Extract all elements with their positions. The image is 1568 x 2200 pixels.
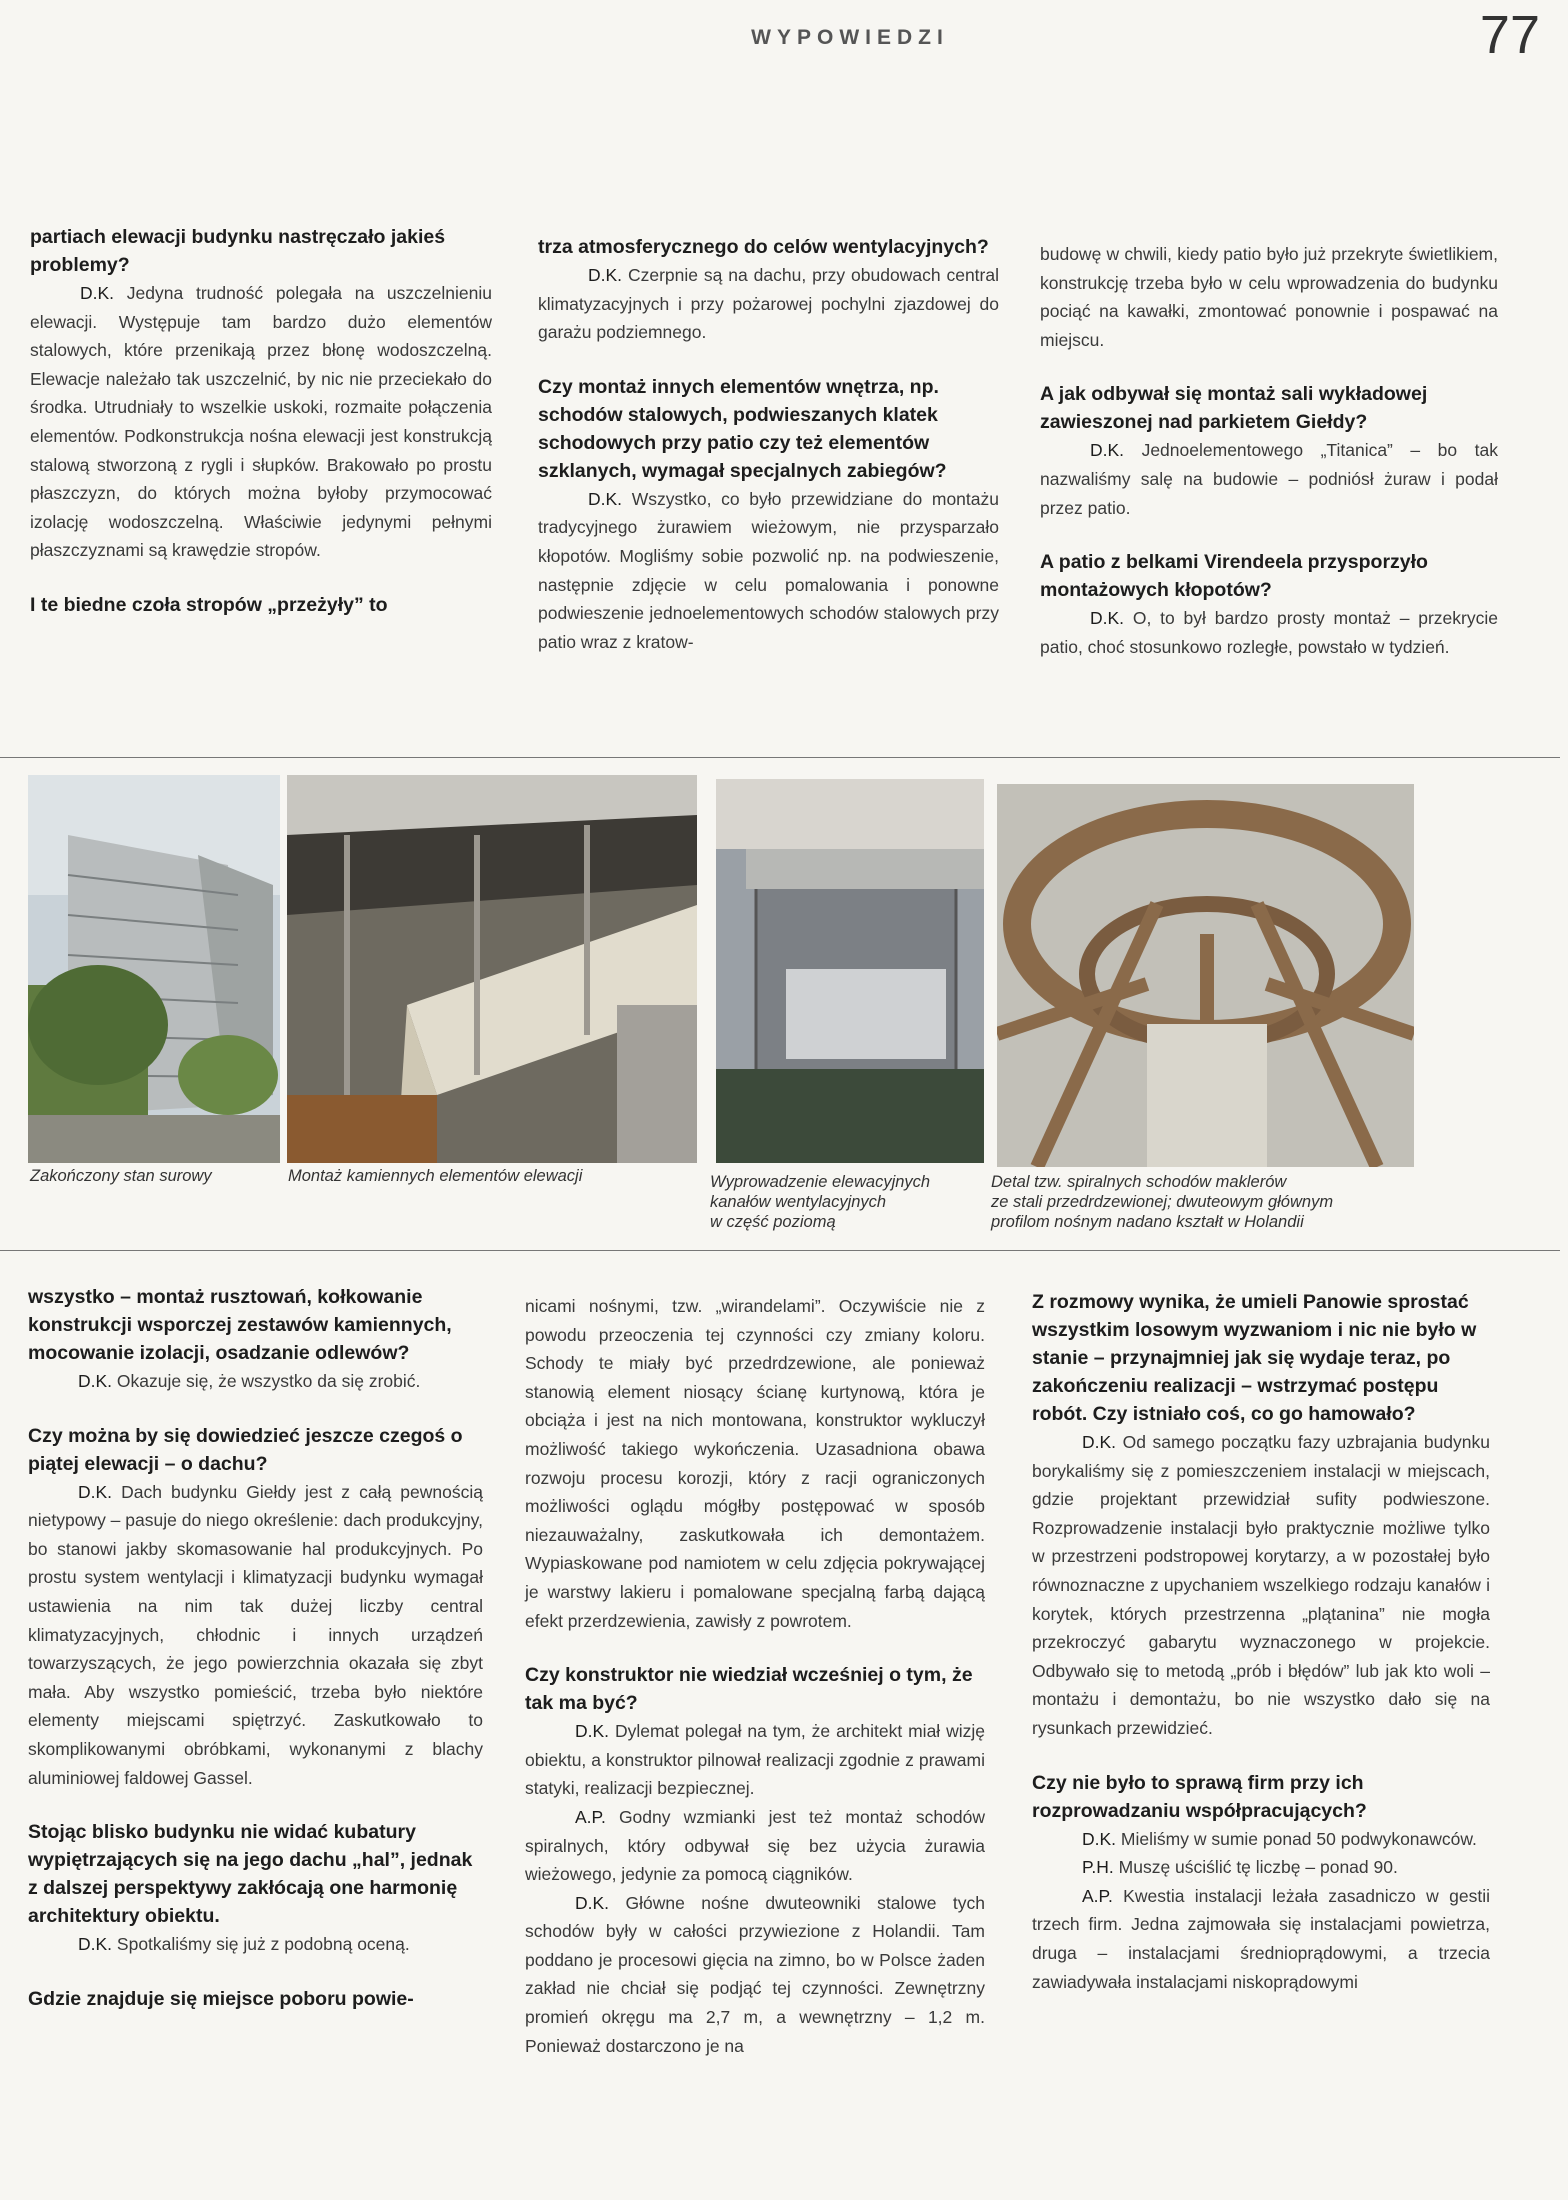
caption-stone-elements bbox=[288, 1166, 698, 1186]
caption-line: Detal tzw. spiralnych schodów maklerów bbox=[991, 1173, 1287, 1191]
interview-answer bbox=[1032, 1428, 1490, 1743]
caption-line: ze stali przedrdzewionej; dwuteowym głównym bbox=[991, 1193, 1334, 1211]
bottom-divider bbox=[0, 1250, 1560, 1251]
bottom-column-1 bbox=[28, 1283, 483, 2013]
answer-text: Jedyna trudność polegała na uszczelnieniu elewacji. Występuje tam bardzo dużo elementów stalowych, które przenikają przez błonę wodoszczelną. Elewacje należało tak uszczelnić, by nic nie przeciekało do środka. Utrudniały to wszelkie uskoki, rozmaite połączenia elementów. Podkonstrukcja nośna elewacji jest konstrukcją stalową stworzoną z rygli i słupków. Brakowało po prostu płaszczyzn, do których można byłoby przymocować izolację wodoszczelną. Właściwie jedynymi pełnymi płaszczyznami są krawędzie stropów. bbox=[30, 283, 492, 561]
top-column-2 bbox=[538, 233, 999, 656]
speaker-initials: D.K. bbox=[588, 265, 623, 285]
paragraph: nicami nośnymi, tzw. „wirandelami”. Oczywiście nie z powodu przeoczenia tej czynności czy zmiany koloru. Schody te miały być przedrdzewione, ale ponieważ stanowią element niosący ścianę kurtynową, która je obciąża i jest na nich montowana, konstruktor wykluczył możliwość takiego wykończenia. Uzasadniona obawa rozwoju procesu korozji, który z racji ograniczonych możliwości oglądu mógłby postępować w sposób niezauważalny, zaskutkowała ich demontażem. Wypiaskowane pod namiotem w celu zdjęcia pokrywającej je warstwy lakieru i pomalowane specjalną farbą dającą efekt przerdzewienia, zawisły z powrotem. bbox=[525, 1296, 985, 1631]
interview-question: Czy można by się dowiedzieć jeszcze czegoś o piątej elewacji – o dachu? bbox=[28, 1424, 463, 1475]
answer-text: Dylemat polegał na tym, że architekt miał wizję obiektu, a konstruktor pilnował realizacji zgodnie z prawami statyki, realizacji bezpiecznej. bbox=[525, 1721, 985, 1799]
top-column-1 bbox=[30, 223, 492, 619]
interview-question: Gdzie znajduje się miejsce poboru powie- bbox=[28, 1987, 414, 2010]
answer-text: Kwestia instalacji leżała zasadniczo w gestii trzech firm. Jedna zajmowała się instalacjami powietrza, druga – instalacjami średnioprądowymi, a trzecia zawiadywała instalacjami niskoprądowymi bbox=[1032, 1885, 1490, 1992]
paragraph: budowę w chwili, kiedy patio było już przekryte świetlikiem, konstrukcję trzeba było w celu wprowadzenia do budynku pociąć na kawałki, zmontować ponownie i pospawać na miejscu. bbox=[1040, 244, 1498, 350]
caption-spiral-stairs bbox=[991, 1172, 1411, 1232]
interview-question: Czy konstruktor nie wiedział wcześniej o tym, że tak ma być? bbox=[525, 1664, 973, 1715]
caption-ventilation-ducts bbox=[710, 1172, 990, 1232]
speaker-initials: D.K. bbox=[575, 1721, 610, 1742]
interview-answer bbox=[28, 1478, 483, 1793]
speaker-initials: D.K. bbox=[78, 1481, 113, 1502]
answer-text: Okazuje się, że wszystko da się zrobić. bbox=[116, 1371, 421, 1391]
interview-answer bbox=[28, 1367, 483, 1396]
speaker-initials: D.K. bbox=[1090, 440, 1125, 461]
answer-text: Mieliśmy w sumie ponad 50 podwykonawców. bbox=[1120, 1828, 1477, 1849]
speaker-initials: D.K. bbox=[80, 283, 115, 303]
interview-answer bbox=[1040, 604, 1498, 661]
speaker-initials: P.H. bbox=[1082, 1857, 1114, 1878]
section-title: WYPOWIEDZI bbox=[751, 26, 949, 49]
bottom-column-3 bbox=[1032, 1288, 1490, 1996]
interview-answer bbox=[1032, 1825, 1490, 1854]
speaker-initials: D.K. bbox=[78, 1934, 113, 1955]
caption-line: Wyprowadzenie elewacyjnych bbox=[710, 1173, 931, 1191]
interview-question: Stojąc blisko budynku nie widać kubatury wypiętrzających się na jego dachu „hal”, jednak z dalszej perspektywy zakłócają one harmonię architektury obiektu. bbox=[28, 1821, 473, 1928]
caption-line: Zakończony stan surowy bbox=[30, 1167, 212, 1185]
answer-text: Od samego początku fazy uzbrajania budynku borykaliśmy się z pomieszczeniem instalacji w miejscach, gdzie projektant przewidział sufity podwieszone. Rozprowadzenie instalacji było praktycznie możliwe tylko w przestrzeni podstropowej korytarzy, a w pozostałej było równoznaczne z upychaniem wszelkiego rodzaju kanałów i korytek, których przestrzenna „plątanina” nie mogła przekroczyć gabarytu wyznaczonego w projekcie. Odbywało się to metodą „prób i błędów” lub jak kto woli – montażu i demontażu, bo nie wszystko dało się na rysunkach przewidzieć. bbox=[1032, 1432, 1490, 1738]
answer-text: Czerpnie są na dachu, przy obudowach central klimatyzacyjnych i przy pożarowej pochylni zjazdowej do garażu podziemnego. bbox=[538, 265, 999, 343]
interview-answer bbox=[525, 1717, 985, 1803]
answer-text: Wszystko, co było przewidziane do montażu tradycyjnego żurawiem wieżowym, nie przysparzało kłopotów. Mogliśmy sobie pozwolić np. na podwieszenie, następnie zdjęcie w celu pomalowania i ponowne podwieszenie jednoelementowych schodów stalowych przy patio wraz z kratow- bbox=[538, 488, 999, 652]
interview-question: I te biedne czoła stropów „przeżyły” to bbox=[30, 593, 388, 616]
interview-question: A jak odbywał się montaż sali wykładowej zawieszonej nad parkietem Giełdy? bbox=[1040, 383, 1428, 434]
speaker-initials: D.K. bbox=[1090, 608, 1125, 629]
bottom-column-2 bbox=[525, 1292, 985, 2060]
interview-answer bbox=[1040, 436, 1498, 522]
speaker-initials: D.K. bbox=[1082, 1828, 1117, 1849]
answer-text: Główne nośne dwuteowniki stalowe tych schodów były w całości przywiezione z Holandii. Tam poddano je procesowi gięcia na zimno, bo w Polsce żaden zakład nie chciał się podjąć tej czynności. Zewnętrzny promień okręgu ma 2,7 m, a wewnętrzny – 1,2 m. Ponieważ dostarczono je na bbox=[525, 1892, 985, 2056]
caption-line: kanałów wentylacyjnych bbox=[710, 1193, 887, 1211]
top-column-3 bbox=[1040, 240, 1498, 661]
caption-line: w część poziomą bbox=[710, 1213, 836, 1231]
speaker-initials: D.K. bbox=[575, 1892, 610, 1913]
speaker-initials: D.K. bbox=[588, 488, 623, 509]
answer-text: O, to był bardzo prosty montaż – przekrycie patio, choć stosunkowo rozległe, powstało w tydzień. bbox=[1040, 608, 1498, 657]
interview-answer bbox=[525, 1889, 985, 2061]
speaker-initials: D.K. bbox=[1082, 1432, 1117, 1452]
interview-answer bbox=[1032, 1882, 1490, 1996]
interview-answer bbox=[1032, 1853, 1490, 1882]
answer-text: Jednoelementowego „Titanica” – bo tak nazwaliśmy salę na budowie – podniósł żuraw i podał przez patio. bbox=[1040, 440, 1498, 518]
interview-answer bbox=[30, 279, 492, 565]
interview-answer bbox=[538, 485, 999, 657]
interview-question: Czy nie było to sprawą firm przy ich rozprowadzaniu współpracujących? bbox=[1032, 1771, 1367, 1822]
interview-answer bbox=[525, 1803, 985, 1889]
caption-line: Montaż kamiennych elementów elewacji bbox=[288, 1167, 583, 1185]
photo-ventilation-ducts bbox=[716, 779, 984, 1163]
photo-stone-elements bbox=[287, 775, 697, 1163]
photo-building-shell bbox=[28, 775, 280, 1163]
answer-text: Godny wzmianki jest też montaż schodów spiralnych, który odbywał się bez użycia żurawia wieżowego, jedynie za pomocą ciągników. bbox=[525, 1806, 985, 1885]
interview-answer bbox=[538, 261, 999, 347]
interview-question: Czy montaż innych elementów wnętrza, np. schodów stalowych, podwieszanych klatek schodowych przy patio czy też elementów szklanych, wymagał specjalnych zabiegów? bbox=[538, 375, 947, 482]
interview-question: partiach elewacji budynku nastręczało jakieś problemy? bbox=[30, 226, 446, 276]
photo-spiral-stairs bbox=[997, 784, 1414, 1167]
caption-building-shell bbox=[30, 1166, 280, 1186]
interview-question: A patio z belkami Virendeela przysporzyło montażowych kłopotów? bbox=[1040, 551, 1428, 602]
speaker-initials: A.P. bbox=[575, 1806, 606, 1827]
speaker-initials: A.P. bbox=[1082, 1885, 1113, 1906]
caption-line: profilom nośnym nadano kształt w Holandii bbox=[991, 1213, 1304, 1231]
interview-question: Z rozmowy wynika, że umieli Panowie sprostać wszystkim losowym wyzwaniom i nic nie było w stanie – przynajmniej jak się wydaje teraz, po zakończeniu realizacji – wstrzymać postępu robót. Czy istniało coś, co go hamowało? bbox=[1032, 1291, 1477, 1425]
top-divider bbox=[0, 757, 1560, 758]
answer-text: Dach budynku Giełdy jest z całą pewnością nietypowy – pasuje do niego określenie: dach produkcyjny, bo stanowi jakby skomasowanie hal produkcyjnych. Po prostu system wentylacji i klimatyzacji budynku wymagał ustawienia na nim tak dużej liczby central klimatyzacyjnych, chłodnic i innych urządzeń towarzyszących, że jego powierzchnia okazała się zbyt mała. Aby wszystko pomieścić, trzeba było niektóre elementy miejscami spiętrzyć. Zaskutkowało to skomplikowanymi obróbkami, wykonanymi z blachy aluminiowej faldowej Gassel. bbox=[28, 1481, 483, 1788]
interview-answer bbox=[28, 1930, 483, 1959]
answer-text: Muszę uściślić tę liczbę – ponad 90. bbox=[1118, 1857, 1398, 1878]
page-number: 77 bbox=[1479, 5, 1540, 65]
speaker-initials: D.K. bbox=[78, 1371, 113, 1391]
answer-text: Spotkaliśmy się już z podobną oceną. bbox=[116, 1934, 410, 1955]
interview-question: trza atmosferycznego do celów wentylacyjnych? bbox=[538, 236, 989, 258]
interview-question: wszystko – montaż rusztowań, kołkowanie konstrukcji wsporczej zestawów kamiennych, mocowanie izolacji, osadzanie odlewów? bbox=[28, 1286, 452, 1364]
